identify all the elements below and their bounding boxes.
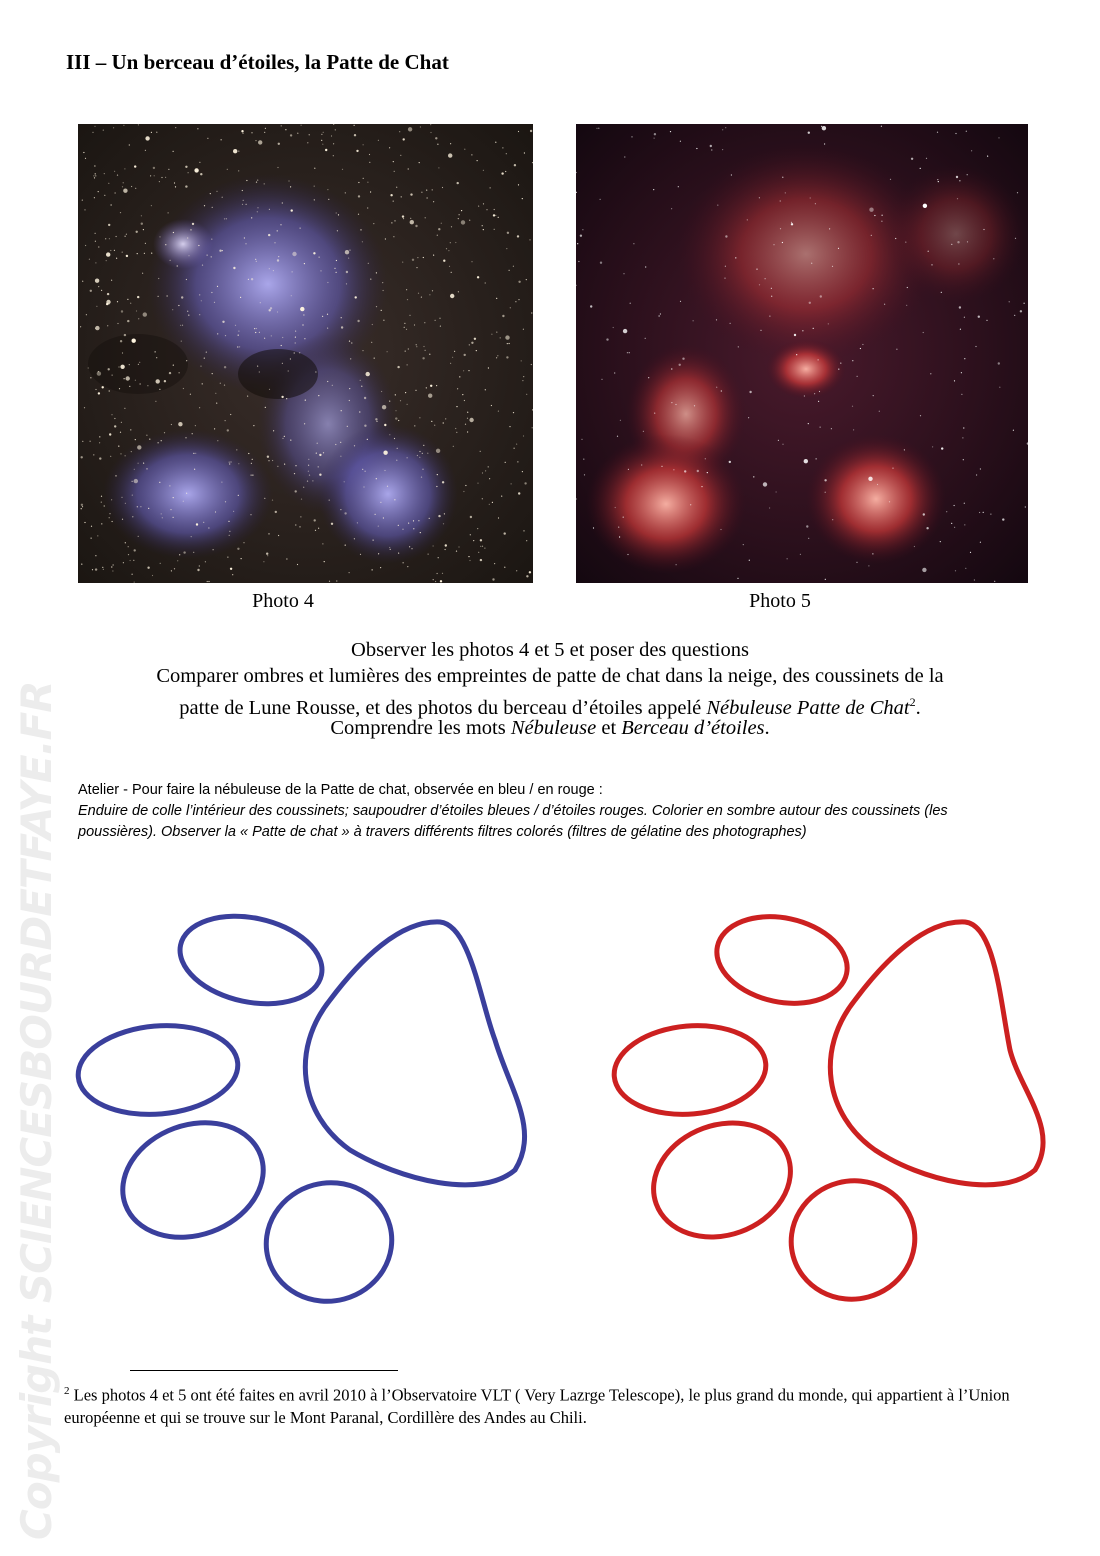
blue-main-pad bbox=[305, 922, 524, 1185]
footnote-text: Les photos 4 et 5 ont été faites en avril 2010 à l’Observatoire VLT ( Very Lazrge Telescope), le plus grand du monde, qui appartient à l’Union européenne et qui se trouve sur le Mont Paranal, Cordillère des Andes au Chili. bbox=[64, 1385, 1010, 1427]
red-main-pad bbox=[830, 922, 1043, 1185]
instruction-line-3: patte de Lune Rousse, et des photos du berceau d’étoiles appelé Nébuleuse Patte de Chat$^2$. bbox=[179, 695, 921, 719]
blue-toe-2 bbox=[74, 1019, 241, 1121]
photo-5-caption: Photo 5 bbox=[749, 590, 811, 612]
section-title: III – Un berceau d’étoiles, la Patte de Chat bbox=[66, 50, 449, 74]
atelier-body: Enduire de colle l’intérieur des coussinets; saupoudrer d’étoiles bleues / d’étoiles rouges. Colorier en sombre autour des coussinets (les poussières). Observer la « Patte de chat » à travers différents filtres colorés (filtres de gélatine des photographes) bbox=[78, 803, 948, 840]
footnote bbox=[64, 1380, 1044, 1429]
red-toe-1 bbox=[709, 905, 856, 1015]
instruction-line-1: Observer les photos 4 et 5 et poser des questions bbox=[351, 639, 749, 661]
footnote-number: 2 bbox=[64, 1385, 70, 1397]
instruction-line-2: Comparer ombres et lumières des empreintes de patte de chat dans la neige, des coussinets de la bbox=[156, 665, 944, 687]
paw-outlines bbox=[0, 880, 1100, 1330]
red-toe-3 bbox=[637, 1104, 806, 1255]
photo-4-nebula-image bbox=[78, 124, 533, 583]
atelier-block bbox=[78, 780, 1018, 843]
red-paw-outline bbox=[610, 905, 1043, 1313]
red-toe-4 bbox=[778, 1167, 928, 1313]
blue-toe-1 bbox=[172, 904, 330, 1016]
blue-toe-4 bbox=[253, 1169, 405, 1316]
red-toe-2 bbox=[610, 1020, 769, 1121]
blue-toe-3 bbox=[107, 1104, 280, 1257]
footnote-separator bbox=[130, 1370, 398, 1371]
blue-paw-outline bbox=[74, 904, 524, 1315]
copyright-watermark: Copyright SCIENCESBOURDETFAYE.FR bbox=[12, 681, 61, 1540]
instruction-line-4: Comprendre les mots Nébuleuse et Berceau d’étoiles. bbox=[330, 717, 770, 739]
atelier-heading: Atelier - Pour faire la nébuleuse de la Patte de chat, observée en bleu / en rouge : bbox=[78, 782, 603, 798]
photo-4-caption: Photo 4 bbox=[252, 590, 314, 612]
photo-5-nebula-image bbox=[576, 124, 1028, 583]
